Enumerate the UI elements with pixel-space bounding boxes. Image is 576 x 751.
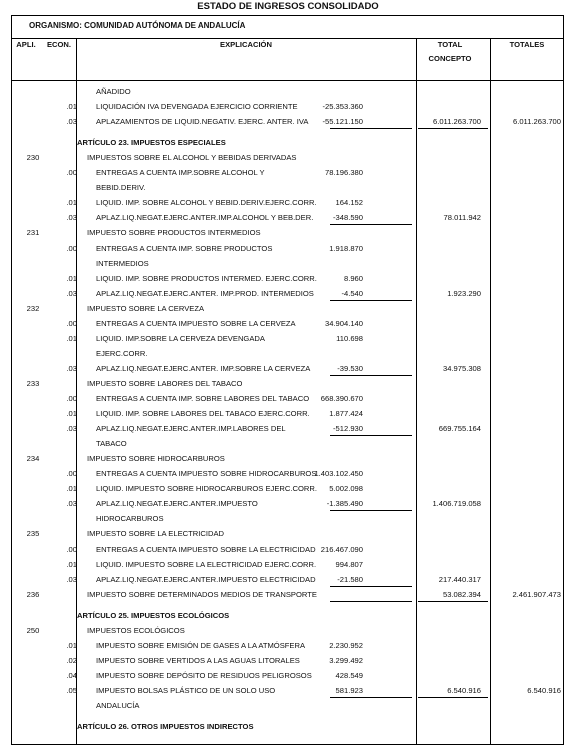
econ-cell: .00: [66, 243, 77, 253]
table-row: [11, 197, 564, 209]
econ-cell: .03: [66, 213, 77, 223]
econ-cell: .00: [66, 318, 77, 328]
amount-cell: -25.353.360: [322, 102, 363, 112]
description-cell: LIQUIDACIÓN IVA DEVENGADA EJERCICIO CORRIENTE: [96, 102, 298, 112]
table-row: [11, 670, 564, 682]
table-row: [11, 333, 564, 345]
apli-cell: 232: [26, 303, 40, 313]
description-cell: ENTREGAS A CUENTA IMPUESTO SOBRE LA ELECTRICIDAD: [96, 544, 316, 554]
description-cell: LIQUID. IMPUESTO SOBRE LA ELECTRICIDAD EJERC.CORR.: [96, 559, 317, 569]
amount-cell: 668.390.670: [320, 394, 363, 403]
description-cell: ARTÍCULO 26. OTROS IMPUESTOS INDIRECTOS: [77, 722, 254, 732]
description-cell: APLAZAMIENTOS DE LIQUID.NEGATIV. EJERC. ANTER. IVA: [96, 117, 309, 127]
amount-cell: 8.960: [343, 273, 363, 283]
table-row: [11, 513, 564, 525]
description-cell: IMPUESTO SOBRE LABORES DEL TABACO: [87, 378, 243, 388]
description-cell: EJERC.CORR.: [96, 348, 148, 358]
table-row: [11, 408, 564, 420]
description-cell: APLAZ.LIQ.NEGAT.EJERC.ANTER.IMP.ALCOHOL Y BEB.DER.: [96, 213, 314, 223]
table-row: [11, 700, 564, 712]
amount-cell: 1.877.424: [329, 409, 363, 419]
description-cell: APLAZ.LIQ.NEGAT.EJERC.ANTER.IMP.LABORES DEL: [96, 424, 286, 434]
econ-cell: .01: [66, 559, 77, 569]
total-underline: [418, 601, 488, 602]
description-cell: IMPUESTO SOBRE PRODUCTOS INTERMEDIOS: [87, 228, 261, 238]
table-row: [11, 348, 564, 360]
organismo-label: ORGANISMO: COMUNIDAD AUTÓNOMA DE ANDALUCÍA: [11, 15, 564, 39]
econ-cell: .03: [66, 117, 77, 127]
econ-cell: .00: [66, 544, 77, 554]
table-row: [11, 273, 564, 285]
econ-cell: .01: [66, 102, 77, 112]
table-row: [11, 423, 564, 435]
table-row: [11, 378, 564, 390]
description-cell: APLAZ.LIQ.NEGAT.EJERC.ANTER.IMPUESTO: [96, 499, 258, 509]
table-row: [11, 258, 564, 270]
amount-cell: -512.930: [333, 424, 363, 434]
table-row: [11, 544, 564, 556]
description-cell: IMPUESTO SOBRE LA ELECTRICIDAD: [87, 529, 225, 539]
table-row: [11, 318, 564, 330]
apli-cell: 233: [26, 378, 40, 388]
table-row: [11, 721, 564, 733]
table-row: [11, 438, 564, 450]
apli-cell: 230: [26, 153, 40, 163]
table-row: [11, 101, 564, 113]
apli-cell: 231: [26, 228, 40, 238]
econ-cell: .03: [66, 499, 77, 509]
description-cell: IMPUESTOS SOBRE EL ALCOHOL Y BEBIDAS DERIVADAS: [87, 153, 297, 163]
description-cell: APLAZ.LIQ.NEGAT.EJERC.ANTER. IMP.SOBRE LA CERVEZA: [96, 363, 311, 373]
apli-cell: 236: [26, 589, 40, 599]
table-row: [11, 393, 564, 405]
header-econ: ECON.: [46, 40, 72, 49]
description-cell: APLAZ.LIQ.NEGAT.EJERC.ANTER. IMP.PROD. INTERMEDIOS: [96, 288, 314, 298]
amount-cell: -1.385.490: [326, 499, 363, 509]
amount-cell: 428.549: [335, 670, 363, 680]
table-row: [11, 212, 564, 224]
amount-cell: 34.904.140: [324, 318, 363, 328]
econ-cell: .00: [66, 469, 77, 479]
total-underline: [418, 128, 488, 129]
econ-cell: .00: [66, 394, 77, 403]
table-row: [11, 498, 564, 510]
header-totales: TOTALES: [509, 40, 545, 49]
description-cell: ANDALUCÍA: [96, 701, 140, 710]
amount-cell: 5.002.098: [329, 484, 363, 494]
amount-cell: -39.530: [337, 363, 363, 373]
amount-cell: 581.923: [335, 685, 363, 695]
table-row: [11, 182, 564, 194]
description-cell: LIQUID. IMP. SOBRE ALCOHOL Y BEBID.DERIV.EJERC.CORR.: [96, 198, 317, 208]
description-cell: ENTREGAS A CUENTA IMP. SOBRE LABORES DEL TABACO: [96, 394, 310, 403]
total-concepto-cell: 1.923.290: [447, 288, 481, 298]
amount-cell: -55.121.150: [322, 117, 363, 127]
header-total-concepto-line1: TOTAL: [437, 40, 463, 49]
total-concepto-cell: 78.011.942: [443, 213, 481, 223]
description-cell: BEBID.DERIV.: [96, 183, 146, 193]
subtotal-underline: [330, 435, 412, 436]
amount-cell: 1.918.870: [329, 243, 363, 253]
econ-cell: .05: [66, 685, 77, 695]
table-row: [11, 137, 564, 149]
econ-cell: .03: [66, 363, 77, 373]
apli-cell: 250: [26, 625, 40, 635]
econ-cell: .04: [66, 670, 77, 680]
description-cell: HIDROCARBUROS: [96, 514, 164, 524]
econ-cell: .01: [66, 333, 77, 343]
econ-cell: .01: [66, 640, 77, 650]
description-cell: ENTREGAS A CUENTA IMP.SOBRE ALCOHOL Y: [96, 168, 265, 178]
description-cell: IMPUESTO SOBRE HIDROCARBUROS: [87, 454, 225, 464]
totales-cell: 2.461.907.473: [512, 589, 561, 599]
header-total-concepto-line2: CONCEPTO: [428, 54, 472, 63]
totales-cell: 6.011.263.700: [513, 117, 561, 127]
econ-cell: .01: [66, 409, 77, 419]
description-cell: ENTREGAS A CUENTA IMPUESTO SOBRE LA CERVEZA: [96, 318, 296, 328]
description-cell: INTERMEDIOS: [96, 258, 149, 268]
amount-cell: 216.467.090: [320, 544, 363, 554]
table-row: [11, 453, 564, 465]
table-row: [11, 227, 564, 239]
econ-cell: .01: [66, 198, 77, 208]
subtotal-underline: [330, 586, 412, 587]
amount-cell: -21.580: [337, 574, 363, 584]
description-cell: LIQUID. IMPUESTO SOBRE HIDROCARBUROS EJERC.CORR.: [96, 484, 317, 494]
amount-cell: -348.590: [333, 213, 363, 223]
amount-cell: 994.807: [335, 559, 363, 569]
description-cell: ENTREGAS A CUENTA IMP. SOBRE PRODUCTOS: [96, 243, 273, 253]
amount-cell: 2.230.952: [329, 640, 363, 650]
description-cell: IMPUESTO SOBRE DEPÓSITO DE RESIDUOS PELIGROSOS: [96, 670, 312, 680]
table-row: [11, 685, 564, 697]
header-apli: APLI.: [16, 40, 36, 49]
header-explicacion: EXPLICACIÓN: [220, 40, 272, 49]
table-row: [11, 610, 564, 622]
description-cell: IMPUESTO SOBRE LA CERVEZA: [87, 303, 205, 313]
description-cell: IMPUESTO SOBRE VERTIDOS A LAS AGUAS LITORALES: [96, 655, 300, 665]
amount-cell: 164.152: [335, 198, 363, 208]
description-cell: IMPUESTO BOLSAS PLÁSTICO DE UN SOLO USO: [96, 685, 276, 695]
econ-cell: .02: [66, 655, 77, 665]
total-concepto-cell: 6.011.263.700: [433, 117, 481, 127]
total-concepto-cell: 34.975.308: [442, 363, 481, 373]
amount-cell: 1.403.102.450: [314, 469, 363, 479]
table-row: [11, 363, 564, 375]
subtotal-underline: [330, 375, 412, 376]
table-row: [11, 528, 564, 540]
table-row: [11, 574, 564, 586]
table-row: [11, 243, 564, 255]
description-cell: IMPUESTOS ECOLÓGICOS: [87, 625, 185, 635]
econ-cell: .03: [66, 424, 77, 434]
apli-cell: 235: [26, 529, 40, 539]
total-concepto-cell: 6.540.916: [447, 685, 481, 695]
subtotal-underline: [330, 300, 412, 301]
description-cell: IMPUESTO SOBRE DETERMINADOS MEDIOS DE TRANSPORTE: [87, 589, 317, 599]
table-row: [11, 152, 564, 164]
description-cell: ARTÍCULO 25. IMPUESTOS ECOLÓGICOS: [77, 610, 230, 620]
header-total-concepto: [416, 40, 484, 80]
table-row: [11, 167, 564, 179]
amount-cell: -4.540: [341, 288, 363, 298]
econ-cell: .01: [66, 273, 77, 283]
econ-cell: .03: [66, 574, 77, 584]
table-row: [11, 288, 564, 300]
econ-cell: .00: [66, 168, 77, 178]
description-cell: TABACO: [96, 439, 127, 449]
subtotal-underline: [330, 128, 412, 129]
subtotal-underline: [330, 224, 412, 225]
table-row: [11, 303, 564, 315]
econ-cell: .03: [66, 288, 77, 298]
table-row: [11, 468, 564, 480]
description-cell: LIQUID. IMP.SOBRE LA CERVEZA DEVENGADA: [96, 333, 265, 343]
description-cell: ARTÍCULO 23. IMPUESTOS ESPECIALES: [77, 138, 226, 148]
table-row: [11, 116, 564, 128]
total-underline: [418, 697, 488, 698]
description-cell: LIQUID. IMP. SOBRE PRODUCTOS INTERMED. EJERC.CORR.: [96, 273, 317, 283]
econ-cell: .01: [66, 484, 77, 494]
amount-cell: 78.196.380: [324, 168, 363, 178]
amount-cell: 110.698: [336, 333, 363, 343]
page-title: ESTADO DE INGRESOS CONSOLIDADO: [197, 1, 379, 12]
description-cell: ENTREGAS A CUENTA IMPUESTO SOBRE HIDROCARBUROS: [96, 469, 317, 479]
total-concepto-cell: 1.406.719.058: [432, 499, 481, 509]
table-row: [11, 589, 564, 601]
description-cell: IMPUESTO SOBRE EMISIÓN DE GASES A LA ATMÓSFERA: [96, 640, 306, 650]
table-row: [11, 655, 564, 667]
description-cell: AÑADIDO: [96, 87, 131, 96]
amount-cell: 3.299.492: [329, 655, 363, 665]
subtotal-underline: [330, 601, 412, 602]
subtotal-underline: [330, 697, 412, 698]
total-concepto-cell: 217.440.317: [438, 574, 481, 584]
description-cell: LIQUID. IMP. SOBRE LABORES DEL TABACO EJERC.CORR.: [96, 409, 310, 419]
table-row: [11, 625, 564, 637]
totales-cell: 6.540.916: [527, 685, 561, 695]
total-concepto-cell: 669.755.164: [438, 424, 481, 434]
subtotal-underline: [330, 510, 412, 511]
description-cell: APLAZ.LIQ.NEGAT.EJERC.ANTER.IMPUESTO ELECTRICIDAD: [96, 574, 316, 584]
apli-cell: 234: [26, 454, 40, 464]
table-row: [11, 483, 564, 495]
table-row: [11, 640, 564, 652]
header-divider: [11, 80, 564, 81]
table-row: [11, 559, 564, 571]
table-row: [11, 86, 564, 98]
total-concepto-cell: 53.082.394: [442, 589, 481, 599]
